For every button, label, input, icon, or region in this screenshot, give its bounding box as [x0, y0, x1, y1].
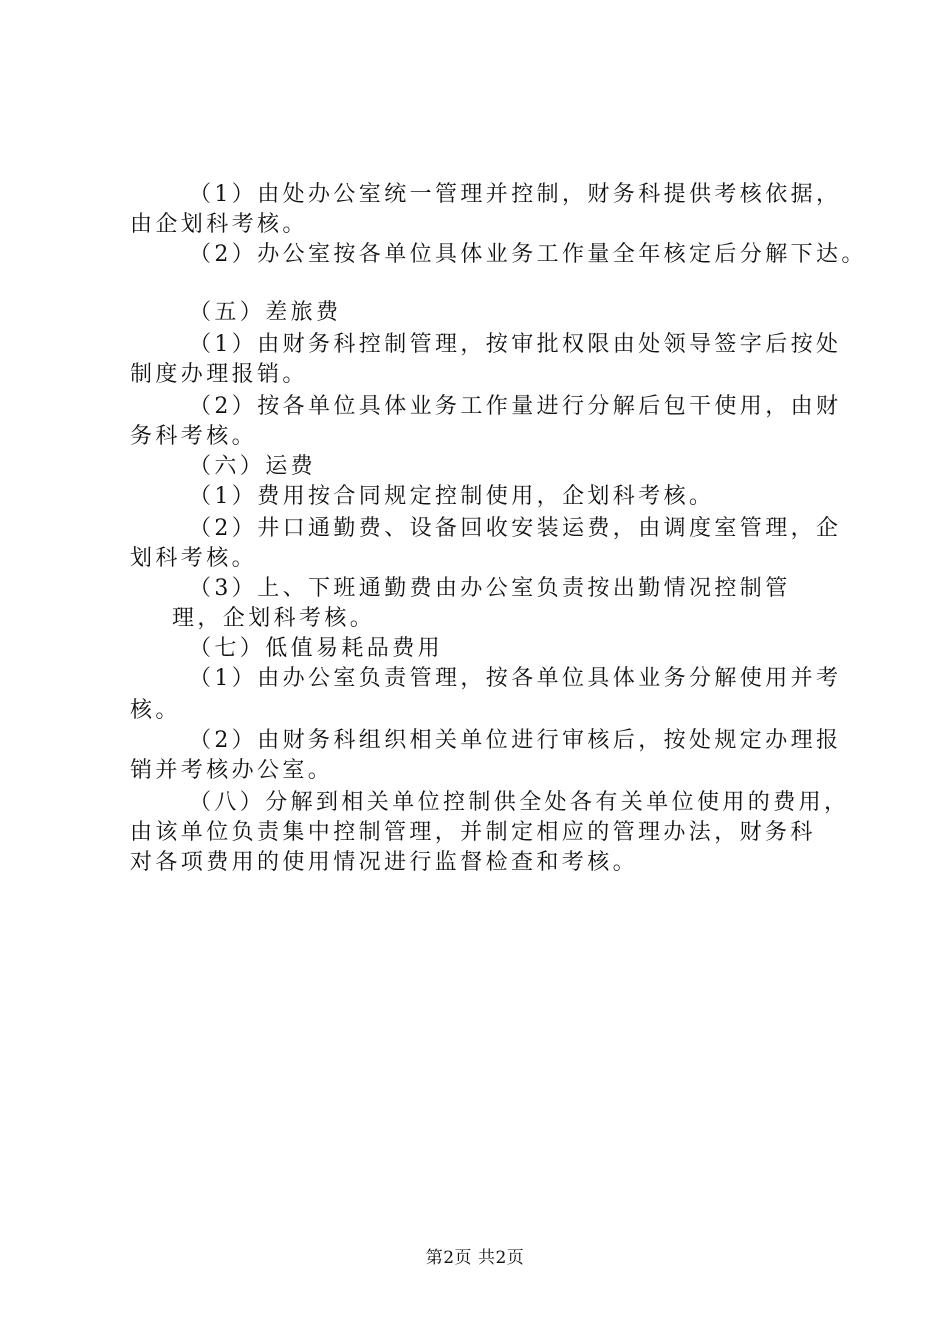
paragraph-line: 核。 [130, 698, 181, 723]
paragraph-line: （1）由办公室负责管理，按各单位具体业务分解使用并考 [189, 666, 842, 691]
paragraph-line: （2）办公室按各单位具体业务工作量全年核定后分解下达。 [189, 242, 867, 267]
paragraph-line: （2）由财务科组织相关单位进行审核后，按处规定办理报 [189, 728, 842, 753]
paragraph-line: 由该单位负责集中控制管理，并制定相应的管理办法，财务科 [130, 820, 816, 845]
paragraph-line: 销并考核办公室。 [130, 758, 334, 783]
paragraph-line: （1）由处办公室统一管理并控制，财务科提供考核依据， [189, 182, 842, 207]
paragraph-line: （2）按各单位具体业务工作量进行分解后包干使用，由财 [189, 394, 842, 419]
paragraph-line: 制度办理报销。 [130, 362, 308, 387]
section-heading: （七）低值易耗品费用 [189, 636, 444, 661]
paragraph-line: 对各项费用的使用情况进行监督检查和考核。 [130, 850, 639, 875]
section-heading: （六）运费 [189, 454, 317, 479]
paragraph-line: 理，企划科考核。 [172, 606, 376, 631]
page-number-footer: 第2页 共2页 [425, 1248, 525, 1268]
paragraph-line: （3）上、下班通勤费由办公室负责按出勤情况控制管 [189, 576, 791, 601]
paragraph-line: （1）由财务科控制管理，按审批权限由处领导签字后按处 [189, 332, 842, 357]
paragraph-line: 划科考核。 [130, 546, 258, 571]
section-heading: （八）分解到相关单位控制供全处各有关单位使用的费用， [189, 790, 850, 815]
paragraph-line: 务科考核。 [130, 424, 258, 449]
paragraph-line: （1）费用按合同规定控制使用，企划科考核。 [189, 484, 715, 509]
paragraph-line: 由企划科考核。 [130, 212, 308, 237]
section-heading: （五）差旅费 [189, 300, 342, 325]
paragraph-line: （2）井口通勤费、设备回收安装运费，由调度室管理，企 [189, 516, 842, 541]
